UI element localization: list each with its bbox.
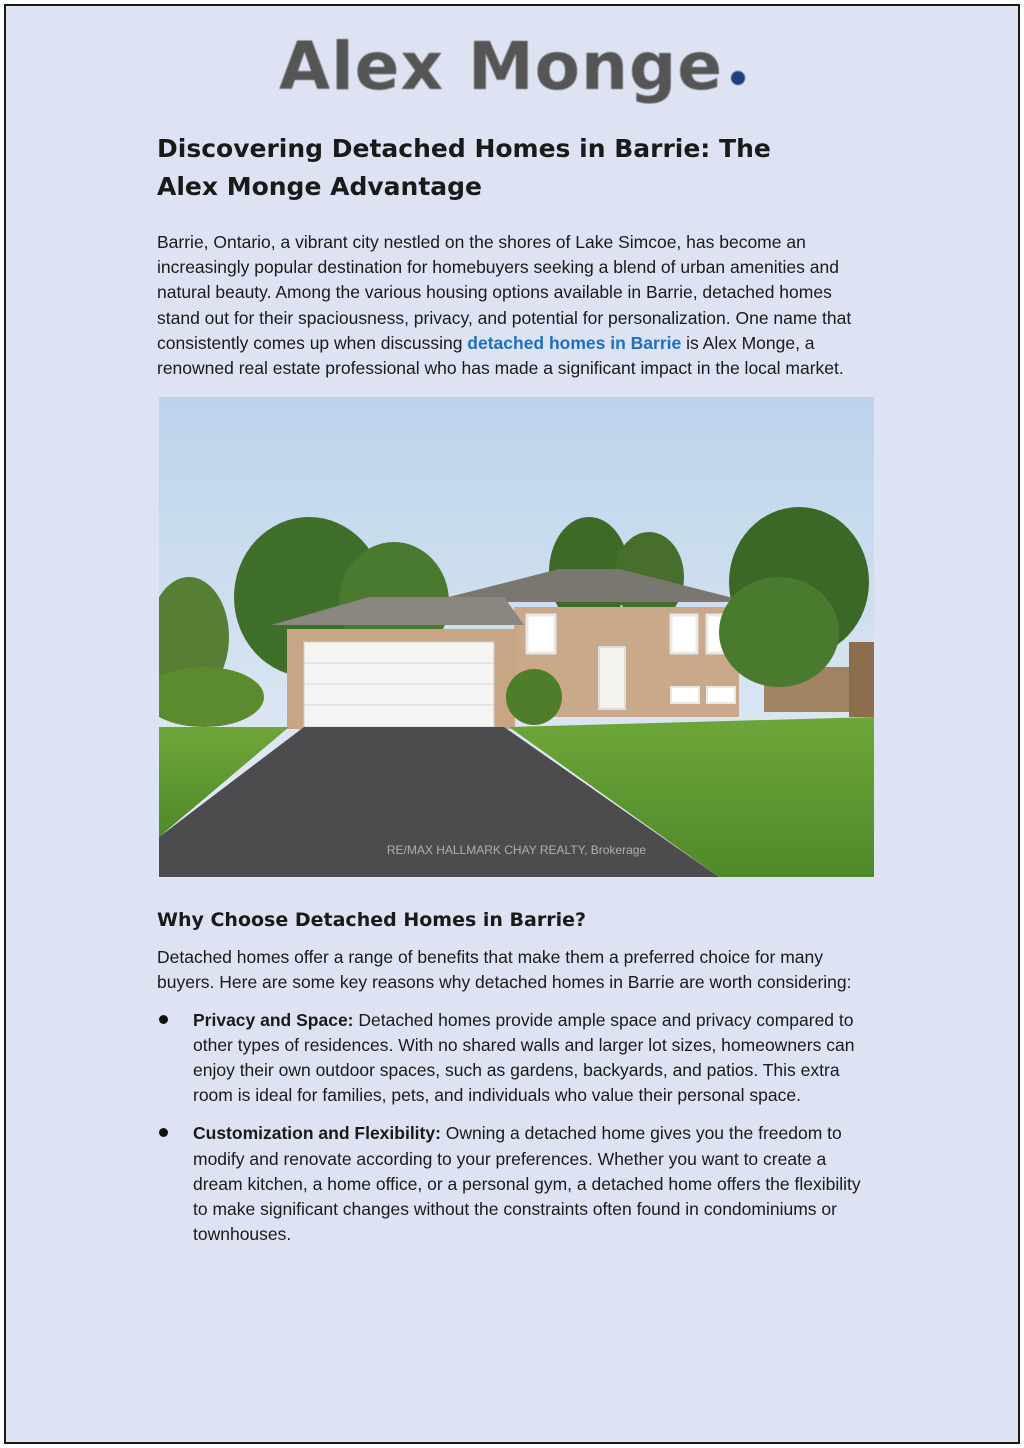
bullet-title: Customization and Flexibility: [193, 1123, 441, 1144]
document-page [4, 4, 1020, 1444]
logo-text: Alex Monge [278, 28, 724, 105]
article [157, 130, 877, 1260]
benefits-list [157, 1008, 877, 1248]
logo-dot-icon [731, 71, 745, 85]
bullet-icon [159, 1015, 168, 1024]
house-photo [159, 397, 874, 877]
intro-paragraph [157, 230, 877, 381]
bullet-text: Detached homes provide ample space and privacy compared to other types of residences. With no shared walls and larger lot sizes, homeowners can enjoy their own outdoor spaces, such as gardens, backyards, and patios. This extra room is ideal for families, pets, and individuals who value their personal space. [193, 1009, 855, 1106]
detached-homes-link[interactable]: detached homes in Barrie [467, 332, 682, 353]
section-intro: Detached homes offer a range of benefits that make them a preferred choice for many buyers. Here are some key reasons why detached homes in Barrie are worth considering: [157, 947, 852, 993]
bullet-text: Owning a detached home gives you the freedom to modify and renovate according to your preferences. Whether you want to create a dream kitchen, a home office, or a personal gym, a detached home offers the flexibility to make significant changes without the constraints often found in condominiums or townhouses. [193, 1123, 861, 1245]
intro-text-after-link: is Alex Monge, a renowned real estate professional who has made a significant impact in the local market. [157, 332, 844, 379]
intro-text-before-link: Barrie, Ontario, a vibrant city nestled on the shores of Lake Simcoe, has become an increasingly popular destination for homebuyers seeking a blend of urban amenities and natural beauty. Among the various housing options available in Barrie, detached homes stand out for their spaciousness, privacy, and potential for personalization. One name that consistently comes up when discussing [157, 232, 852, 353]
house-photo-illustration [159, 397, 874, 877]
page-title: Discovering Detached Homes in Barrie: The Alex Monge Advantage [157, 134, 771, 201]
logo [6, 28, 1018, 105]
list-item [157, 1008, 877, 1109]
list-item [157, 1121, 877, 1247]
section-heading: Why Choose Detached Homes in Barrie? [157, 909, 587, 932]
bullet-icon [159, 1128, 168, 1137]
photo-watermark: RE/MAX HALLMARK CHAY REALTY, Brokerage [386, 843, 647, 858]
bullet-title: Privacy and Space: [193, 1009, 354, 1030]
